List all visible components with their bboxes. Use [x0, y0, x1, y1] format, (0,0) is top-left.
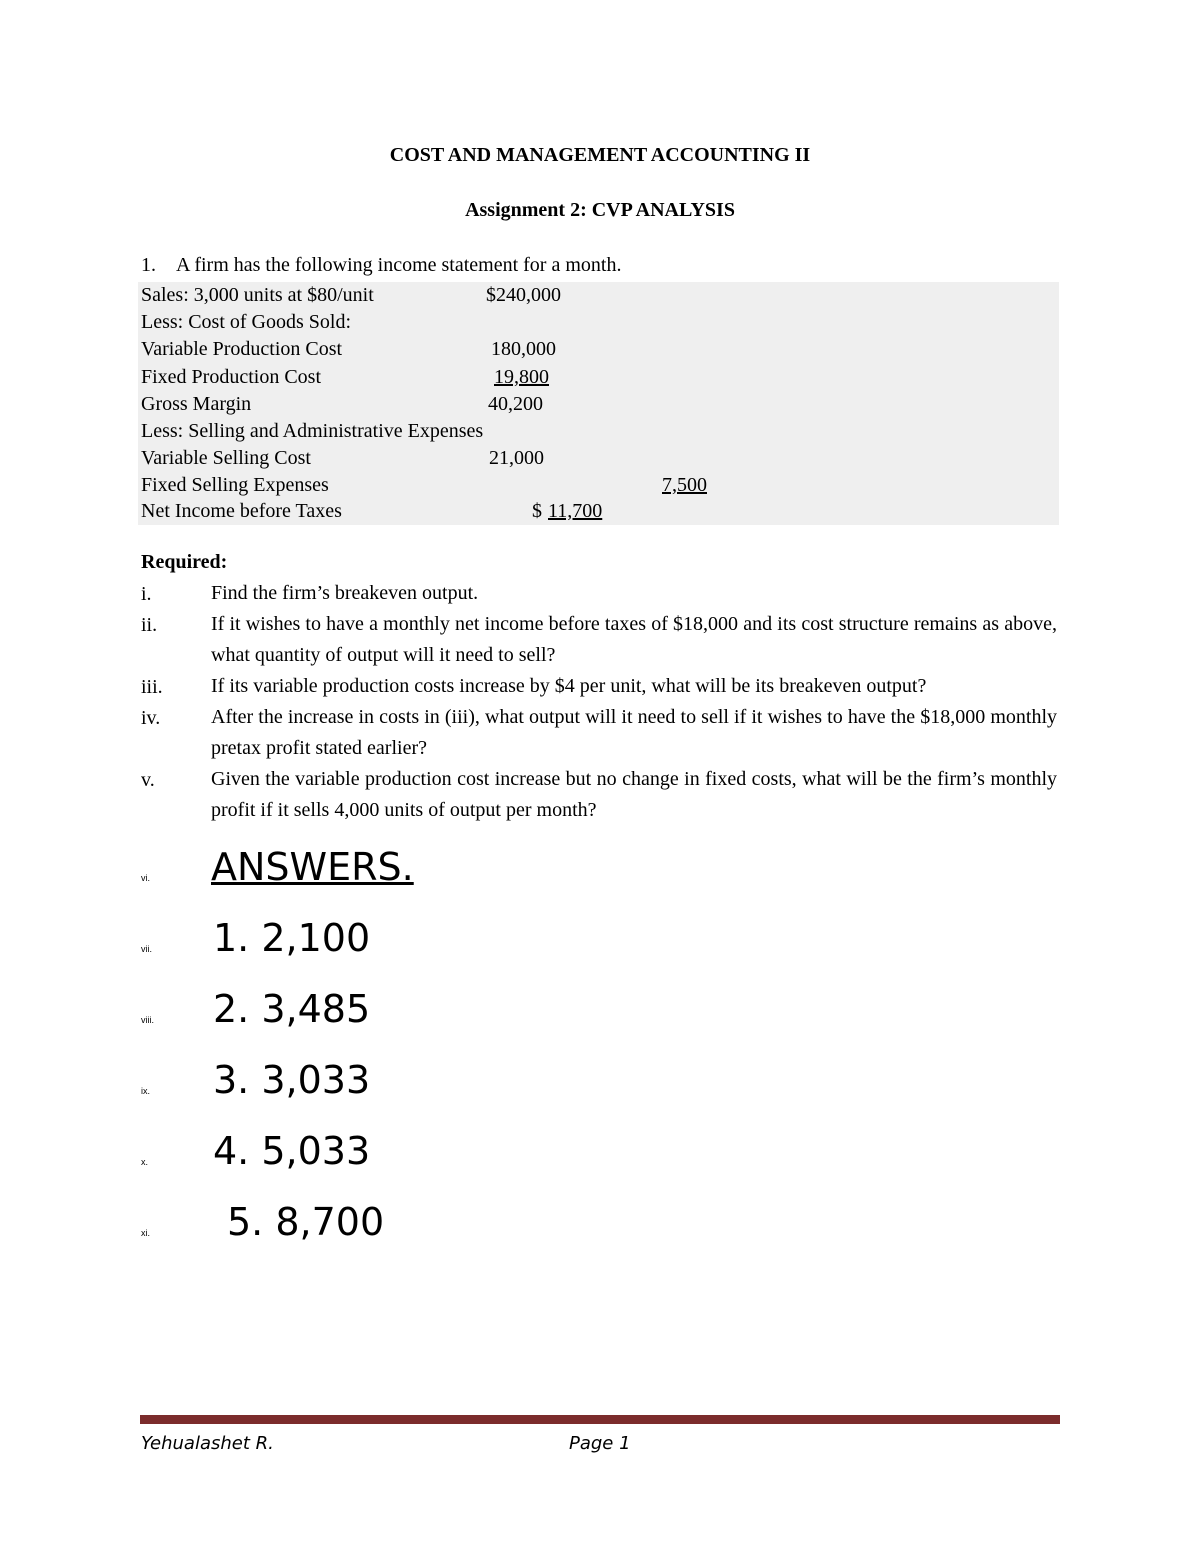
sga-label: Less: Selling and Administrative Expenses [141, 420, 484, 442]
net-income-currency: $ [532, 500, 542, 522]
required-item-text: Given the variable production cost increase but no change in fixed costs, what will be the firm’s monthly profit if it sells 4,000 units of output per month? [211, 768, 1057, 821]
variable-production-value: 180,000 [491, 338, 556, 360]
answer-list-number: viii. [141, 1015, 154, 1025]
net-income-value: 11,700 [548, 500, 603, 522]
required-item-number: ii. [141, 614, 158, 636]
fixed-production-label: Fixed Production Cost [141, 366, 322, 388]
required-item-text: If its variable production costs increase by $4 per unit, what will be its breakeven output? [211, 675, 927, 697]
answer-item: 3. 3,033 [213, 1058, 371, 1102]
answer-item: 5. 8,700 [227, 1200, 385, 1244]
answer-list-number: vii. [141, 944, 152, 954]
required-item-text: If it wishes to have a monthly net income before taxes of $18,000 and its cost structure remains as above, what quantity of output will it need to sell? [211, 613, 1057, 666]
required-item-number: i. [141, 583, 152, 605]
variable-selling-label: Variable Selling Cost [141, 447, 311, 469]
required-item-number: v. [141, 769, 155, 791]
fixed-production-value: 19,800 [494, 366, 549, 388]
footer-page-number: Page 1 [569, 1433, 631, 1454]
required-item-number: iii. [141, 676, 163, 698]
required-heading: Required: [141, 551, 228, 573]
gross-margin-value: 40,200 [488, 393, 543, 415]
course-title: COST AND MANAGEMENT ACCOUNTING II [389, 144, 811, 166]
answers-heading: ANSWERS. [211, 845, 414, 889]
fixed-selling-label: Fixed Selling Expenses [141, 474, 329, 496]
required-item-text: After the increase in costs in (iii), what output will it need to sell if it wishes to have the $18,000 monthly pretax profit stated earlier? [211, 706, 1057, 759]
required-item-text: Find the firm’s breakeven output. [211, 582, 479, 604]
required-item-number: iv. [141, 707, 161, 729]
sales-value: $240,000 [486, 284, 561, 306]
answer-list-number: xi. [141, 1228, 150, 1238]
answer-item: 4. 5,033 [213, 1129, 371, 1173]
net-income-label: Net Income before Taxes [141, 500, 342, 522]
footer-author: Yehualashet R. [141, 1433, 274, 1454]
question-text: A firm has the following income statement for a month. [176, 254, 622, 276]
question-number: 1. [141, 254, 156, 276]
sales-label: Sales: 3,000 units at $80/unit [141, 284, 374, 306]
answer-list-number: ix. [141, 1086, 150, 1096]
footer-divider [140, 1415, 1060, 1424]
answer-list-number: x. [141, 1157, 149, 1167]
answer-list-number: vi. [141, 873, 150, 883]
fixed-selling-value: 7,500 [662, 474, 707, 496]
variable-selling-value: 21,000 [489, 447, 544, 469]
assignment-title: Assignment 2: CVP ANALYSIS [465, 199, 735, 221]
cogs-label: Less: Cost of Goods Sold: [141, 311, 352, 333]
answer-item: 2. 3,485 [213, 987, 371, 1031]
variable-production-label: Variable Production Cost [141, 338, 343, 360]
answer-item: 1. 2,100 [213, 916, 371, 960]
gross-margin-label: Gross Margin [141, 393, 252, 415]
